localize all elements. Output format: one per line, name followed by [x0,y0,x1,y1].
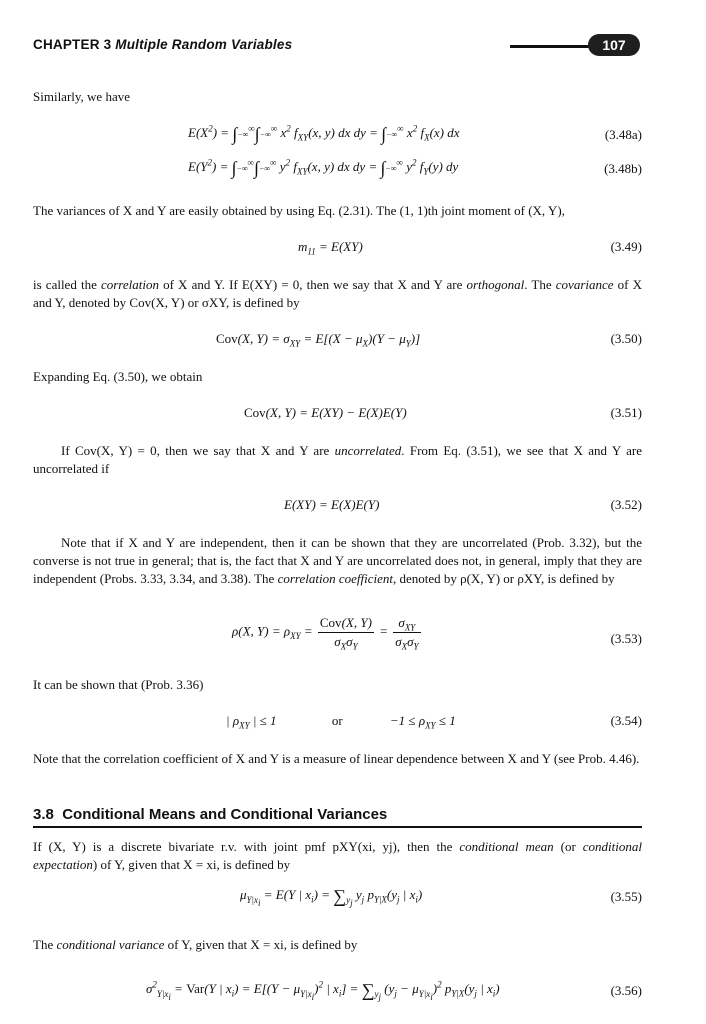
term-correlation: correlation [100,277,159,292]
text-segment: Note that if X and Y are independent, then it can be shown that they are uncorrelated (Prob. 3.32), but the converse is not true in general; that is, the fact that X and Y are uncorrelated does not, in general, imply that they are independent (Probs. 3.33, 3.34, and 3.38). The [33,535,642,586]
text-segment: (or [560,839,576,854]
equation-3-54: | $\rho_{XY}$ | ≤ 1 or $-1 \le \rho_{XY} \le 1$ [226,713,456,731]
equation-3-52: E(XY) = E(X)E(Y) [284,497,380,512]
section-title: Conditional Means and Conditional Variances [62,806,388,823]
paragraph-expanding: Expanding Eq. (3.50), we obtain [33,369,203,384]
text-segment: If (X, Y) is a discrete bivariate r.v. with joint pmf pXY(xi, yj), then the [33,839,453,854]
equation-3-48b: $E(Y^2) = \int-\infty^\infty\int-\infty^\infty$ $y^2$ $f_{XY}(x$, y) dx dy = ∫−∞∞ $y^2$ $f_Y(y)$ dy [188,157,459,178]
equation-number-3-49: (3.49) [610,239,642,254]
text-segment: , denoted by ρ(X, Y) or ρXY, is defined by [392,571,615,586]
equation-number-3-55: (3.55) [610,889,642,904]
text-segment: of X and Y. If E(XY) = 0, then we say that X and Y are [163,277,463,292]
section-heading [33,806,387,824]
paragraph-independent [33,534,642,588]
term-conditional-expectation: conditional expectation [33,839,642,872]
header-rule [510,45,600,48]
chapter-title: Multiple Random Variables [115,37,293,52]
paragraph-variances: The variances of X and Y are easily obtained by using Eq. (2.31). The (1, 1)th joint moment of (X, Y), [33,203,565,218]
equation-number-3-52: (3.52) [610,497,642,512]
equation-number-3-51: (3.51) [610,405,642,420]
term-uncorrelated: uncorrelated [334,443,402,458]
equation-number-3-56: (3.56) [610,983,642,998]
paragraph-correlation [33,276,642,312]
equation-number-3-53: (3.53) [610,631,642,646]
equation-3-53: ρ(X, $Y) = \rho_{XY}$ = $\frac{\text{Cov(X, Y)}}{\sigma_X\sigma_Y}$ = $\frac{\sigma_{XY}}{\sigma_X\sigma_Y}$ [232,615,419,652]
paragraph-similarly: Similarly, we have [33,89,130,104]
text-segment: of X and Y, denoted by Cov(X, Y) or σXY, is defined by [33,277,643,310]
equation-3-50: Cov(X, $Y) = \sigma_{XY} = E[(X - \mu_X)(Y - \mu_Y)]$ [216,331,421,349]
term-correlation-coefficient: correlation coefficient [277,571,393,586]
paragraph-conditional-mean [33,838,642,874]
text-segment: . From Eq. (3.51), we see that X and Y are uncorrelated if [33,443,642,476]
text-segment: The [33,937,54,952]
section-number: 3.8 [33,806,54,823]
equation-number-3-48b: (3.48b) [604,161,642,176]
equation-3-49: $m_{11} = E(XY)$ [298,239,363,257]
equation-3-55: $\mu_{Y|x_i} = E(Y$ | $x_i) = \sum_{y_j}$ $y_j$ $p_{Y|X}(y_j$ | $x_i$) [240,886,423,908]
page-number: 107 [588,34,640,56]
chapter-label: CHAPTER 3 [33,37,112,52]
chapter-heading [33,36,292,54]
equation-number-3-50: (3.50) [610,331,642,346]
equation-3-56: $\sigma^2_{Y|x_i} = Var(Y$ | $x_i) = E[(Y - \mu_{Y|x_i})^2$ | $x_i] = \sum_{y_j}$ $(y_j - \mu_{Y|x_i})^2$ $p_{Y|X}(y_j$ | $x_i$) [146,979,500,1002]
paragraph-conditional-variance [33,936,642,954]
term-conditional-variance: conditional variance [56,937,165,952]
text-segment: ) of Y, given that X = xi, is defined by [92,857,291,872]
equation-3-51: Cov(X, Y) = E(XY) − E(X)E(Y) [244,405,407,420]
paragraph-shown-that: It can be shown that (Prob. 3.36) [33,677,204,692]
paragraph-uncorrelated [33,442,642,478]
or-word: or [331,713,343,728]
equation-3-48a: $E(X^2) = \int-\infty^\infty\int-\infty^\infty$ $x^2$ $f_{XY}(x$, y) dx dy = ∫−∞∞ $x^2$ $f_X(x)$ dx [188,123,460,144]
term-covariance: covariance [555,277,614,292]
equation-number-3-54: (3.54) [610,713,642,728]
text-segment: of Y, given that X = xi, is defined by [167,937,358,952]
paragraph-linear-dependence: Note that the correlation coefficient of X and Y is a measure of linear dependence between X and Y (see Prob. 4.46). [33,751,640,766]
text-segment: If Cov(X, Y) = 0, then we say that X and Y are [61,443,330,458]
section-rule [33,826,642,828]
text-segment: . The [524,277,552,292]
term-conditional-mean: conditional mean [459,839,554,854]
equation-number-3-48a: (3.48a) [604,127,642,142]
term-orthogonal: orthogonal [466,277,525,292]
text-segment: is called the [33,277,97,292]
